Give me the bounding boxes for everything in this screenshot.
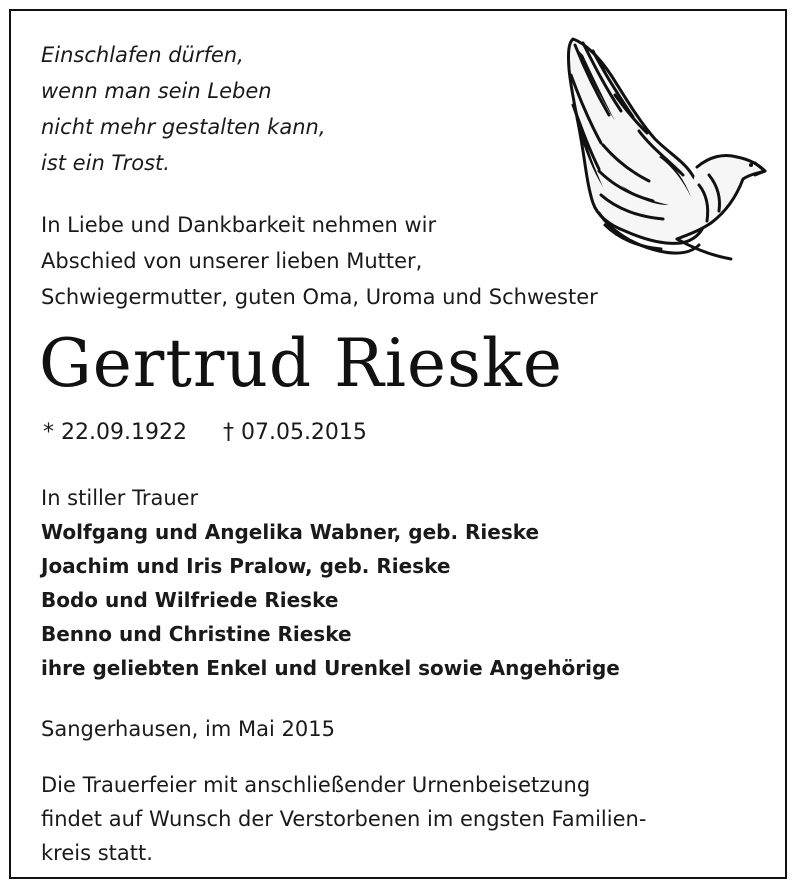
- place-and-date: Sangerhausen, im Mai 2015: [41, 717, 335, 741]
- mourner-entry: Wolfgang und Angelika Wabner, geb. Rieske: [41, 520, 540, 544]
- deceased-name: Gertrud Rieske: [39, 325, 563, 402]
- mourner-entry: ihre geliebten Enkel und Urenkel sowie Angehörige: [41, 656, 620, 680]
- funeral-notice: [41, 768, 741, 870]
- mourner-entry: Joachim und Iris Pralow, geb. Rieske: [41, 554, 451, 578]
- intro-text: [41, 207, 691, 315]
- notice-line: kreis statt.: [41, 841, 153, 865]
- mourners-list: [41, 515, 620, 685]
- intro-line: Abschied von unserer lieben Mutter,: [41, 249, 423, 273]
- notice-line: Die Trauerfeier mit anschließender Urnenbeisetzung: [41, 773, 591, 797]
- intro-line: In Liebe und Dankbarkeit nehmen wir: [41, 213, 437, 237]
- intro-line: Schwiegermutter, guten Oma, Uroma und Schwester: [41, 285, 598, 309]
- poem-line: ist ein Trost.: [41, 151, 170, 175]
- mourner-entry: Benno und Christine Rieske: [41, 622, 352, 646]
- poem: [41, 37, 521, 181]
- death-date: † 07.05.2015: [222, 420, 367, 445]
- life-dates: [43, 415, 367, 451]
- notice-line: findet auf Wunsch der Verstorbenen im engsten Familien-: [41, 807, 647, 831]
- obituary-frame: [9, 9, 787, 879]
- mourners-heading: In stiller Trauer: [41, 486, 199, 510]
- poem-line: wenn man sein Leben: [41, 79, 272, 103]
- birth-date: * 22.09.1922: [43, 420, 187, 445]
- poem-line: Einschlafen dürfen,: [41, 43, 244, 67]
- mourner-entry: Bodo und Wilfriede Rieske: [41, 588, 339, 612]
- poem-line: nicht mehr gestalten kann,: [41, 115, 326, 139]
